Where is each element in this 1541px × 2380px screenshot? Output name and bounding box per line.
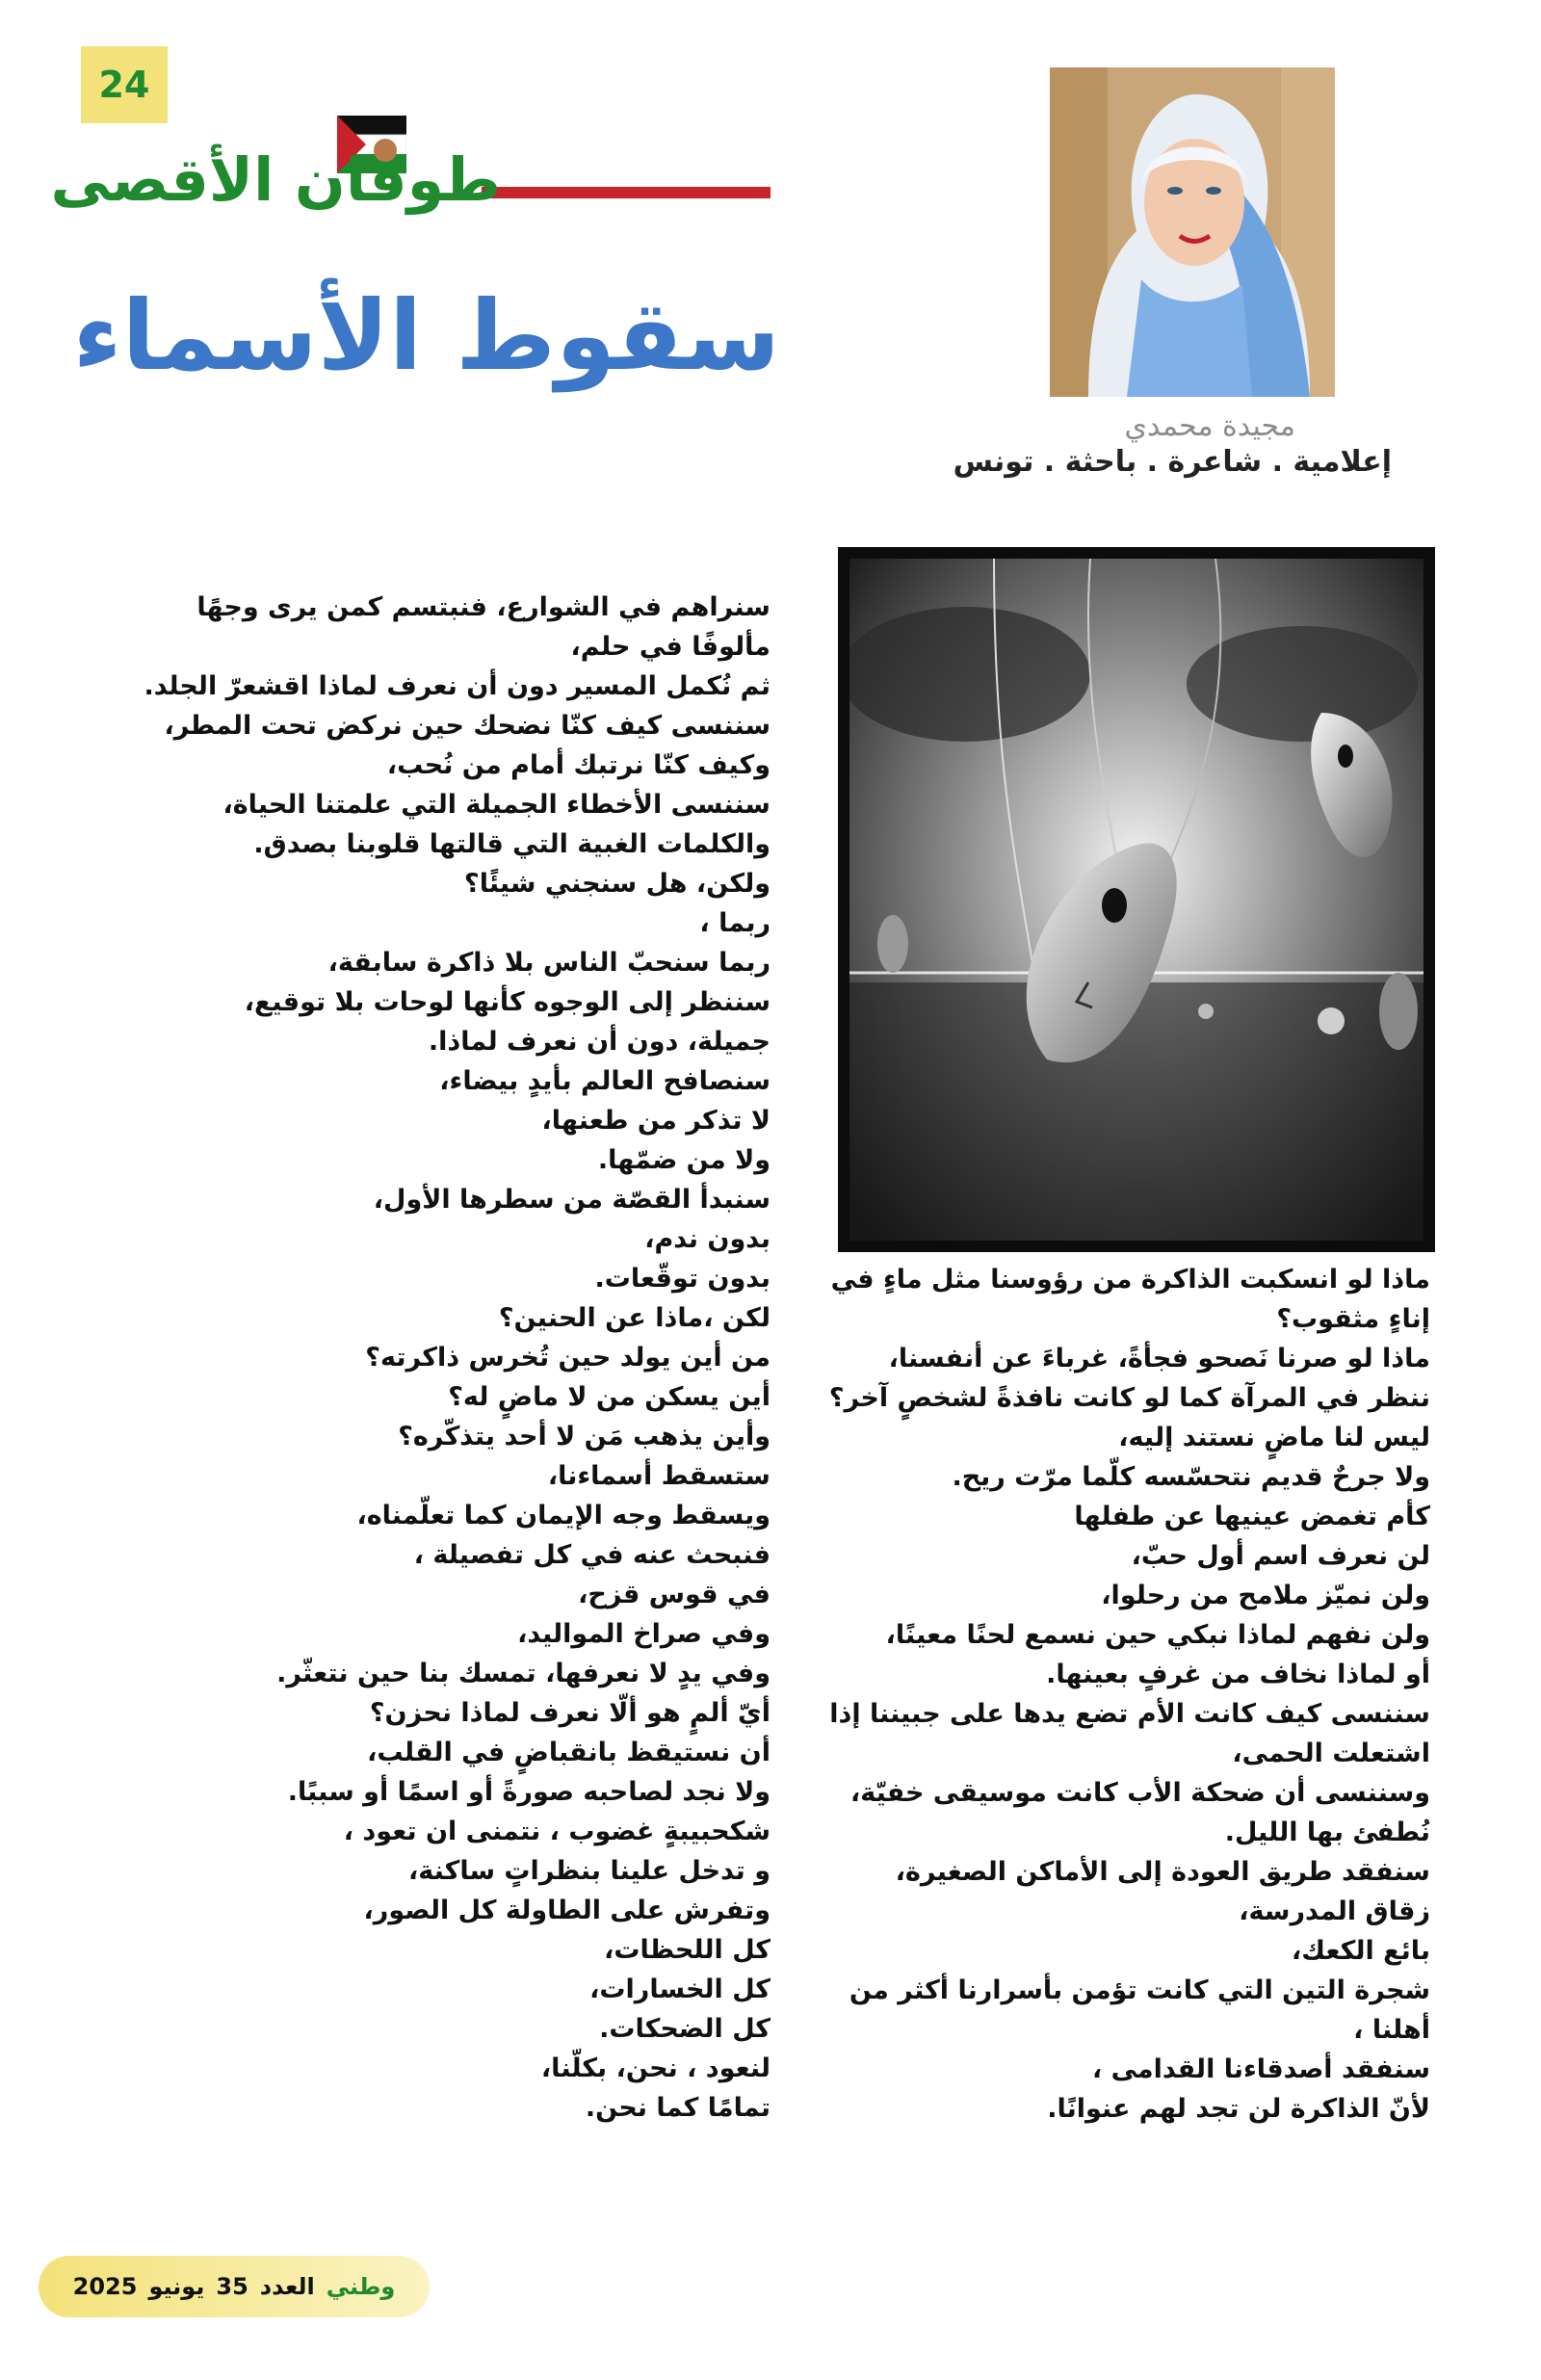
footer-issue-label: العدد [259,2273,315,2300]
poem-line: ليس لنا ماضٍ نستند إليه، [1118,1423,1430,1452]
poem-line: سننسى كيف كانت الأم تضع يدها على جبيننا إذا [829,1699,1430,1729]
author-portrait [1050,67,1335,397]
poem-line: كل اللحظات، [604,1935,770,1965]
footer-issue-number: 35 [216,2273,248,2300]
poem-line: ثم نُكمل المسير دون أن نعرف لماذا اقشعرّ الجلد. [144,671,770,701]
poem-line: كل الخسارات، [589,1975,770,2004]
poem-line: ولكن، هل سنجني شيئًا؟ [464,869,770,899]
page-number: 24 [81,46,168,123]
poem-line: ولن نميّز ملامح من رحلوا، [1101,1581,1430,1610]
poem-line: شجرة التين التي كانت تؤمن بأسرارنا أكثر من [849,1975,1430,2005]
poem-line: ولن نفهم لماذا نبكي حين نسمع لحنًا معينًا، [885,1620,1430,1650]
poem-line: ماذا لو صرنا نَصحو فجأةً، غرباءَ عن أنفسنا، [888,1344,1430,1373]
poem-line: لنعود ، نحن، بكلّنا، [540,2053,770,2083]
poem-line: أن نستيقظ بانقباضٍ في القلب، [367,1738,770,1767]
poem-line: لن نعرف اسم أول حبّ، [1131,1541,1430,1571]
poem-line: زقاق المدرسة، [1239,1896,1430,1926]
poem-line: أهلنا ، [1353,2015,1430,2045]
footer-brand: وطني [326,2273,396,2300]
poem-line: وكيف كنّا نرتبك أمام من نُحب، [386,750,770,780]
poem-line: و تدخل علينا بنظراتٍ ساكنة، [407,1856,770,1886]
logo-red-line [482,187,770,198]
poem-line: سننسى كيف كنّا نضحك حين نركض تحت المطر، [164,711,770,741]
author-role: إعلامية . شاعرة . باحثة . تونس [953,445,1392,479]
article-title: سقوط الأسماء [72,279,780,392]
poem-line: فنبحث عنه في كل تفصيلة ، [413,1540,770,1570]
poem-line: والكلمات الغبية التي قالتها قلوبنا بصدق. [253,829,770,859]
poem-line: لأنّ الذاكرة لن تجد لهم عنوانًا. [1047,2094,1430,2124]
poem-line: كأم تغمض عينيها عن طفلها [1074,1502,1430,1531]
poem-line: وسننسى أن ضحكة الأب كانت موسيقى خفيّة، [849,1778,1430,1808]
poem-line: مألوفًا في حلم، [570,632,770,662]
poem-line: سننظر إلى الوجوه كأنها لوحات بلا توقيع، [244,987,770,1017]
logo-text: طوفان الأقصى [50,144,501,215]
poem-line: أو لماذا نخاف من غرفٍ بعينها. [1046,1660,1430,1689]
poem-line: لكن ،ماذا عن الحنين؟ [498,1303,770,1333]
poem-line: أيّ ألمٍ هو ألّا نعرف لماذا نحزن؟ [369,1698,770,1728]
poem-line: شكحبيبةٍ غضوب ، نتمنى ان تعود ، [343,1817,770,1846]
poem-line: وأين يذهب مَن لا أحد يتذكّره؟ [398,1422,770,1452]
poem-line: بائع الكعك، [1292,1936,1430,1966]
poem-line: بدون ندم، [644,1224,770,1254]
poem-line: في قوس قزح، [578,1580,770,1609]
poem-line: وتفرش على الطاولة كل الصور، [363,1896,770,1925]
poem-line: نُطفئ بها الليل. [1224,1818,1430,1847]
poem-line: من أين يولد حين تُخرس ذاكرته؟ [365,1343,770,1373]
footer-month: يونيو [148,2273,205,2300]
poem-line: وفي صراخ المواليد، [517,1619,770,1649]
poem-line: سنبدأ القصّة من سطرها الأول، [373,1185,770,1215]
artwork-masks [838,547,1435,1252]
poem-line: ننظر في المرآة كما لو كانت نافذةً لشخصٍ آخر؟ [828,1383,1430,1413]
poem-line: ماذا لو انسكبت الذاكرة من رؤوسنا مثل ماءٍ في [830,1265,1430,1295]
poem-line: ولا من ضمّها. [597,1145,770,1175]
poem-line: سنراهم في الشوارع، فنبتسم كمن يرى وجهًا [196,592,770,622]
poem-line: سنفقد أصدقاءنا القدامى ، [1091,2054,1430,2084]
poem-line: ولا نجد لصاحبه صورةً أو اسمًا أو سببًا. [287,1777,770,1807]
poem-line: سنفقد طريق العودة إلى الأماكن الصغيرة، [895,1857,1430,1887]
poem-line: ولا جرحٌ قديم نتحسّسه كلّما مرّت ريح. [952,1462,1430,1492]
poem-line: ربما سنحبّ الناس بلا ذاكرة سابقة، [327,948,770,978]
poem-column-right [814,1260,1430,2129]
poem-line: ستسقط أسماءنا، [547,1461,770,1491]
poem-line: ويسقط وجه الإيمان كما تعلّمناه، [356,1501,770,1530]
poem-line: كل الضحكات. [599,2014,770,2044]
poem-line: سنصافح العالم بأيدٍ بيضاء، [439,1066,770,1096]
magazine-logo [50,114,655,220]
poem-line: أين يسكن من لا ماضٍ له؟ [448,1382,770,1412]
footer-issue-info [39,2256,430,2317]
poem-line: وفي يدٍ لا نعرفها، تمسك بنا حين نتعثّر. [276,1659,770,1688]
poem-line: جميلة، دون أن نعرف لماذا. [428,1027,770,1057]
poem-line: بدون توقّعات. [594,1264,770,1294]
poem-line: سننسى الأخطاء الجميلة التي علمتنا الحياة، [222,790,770,820]
poem-line: تمامًا كما نحن. [585,2093,770,2123]
poem-line: ربما ، [699,908,770,938]
poem-line: اشتعلت الحمى، [1232,1739,1430,1768]
author-name: مجيدة محمدي [1124,409,1295,443]
poem-column-left [144,588,770,2128]
poem-line: إناءٍ مثقوب؟ [1276,1304,1430,1334]
poem-line: لا تذكر من طعنها، [541,1106,770,1136]
footer-year: 2025 [72,2273,138,2300]
